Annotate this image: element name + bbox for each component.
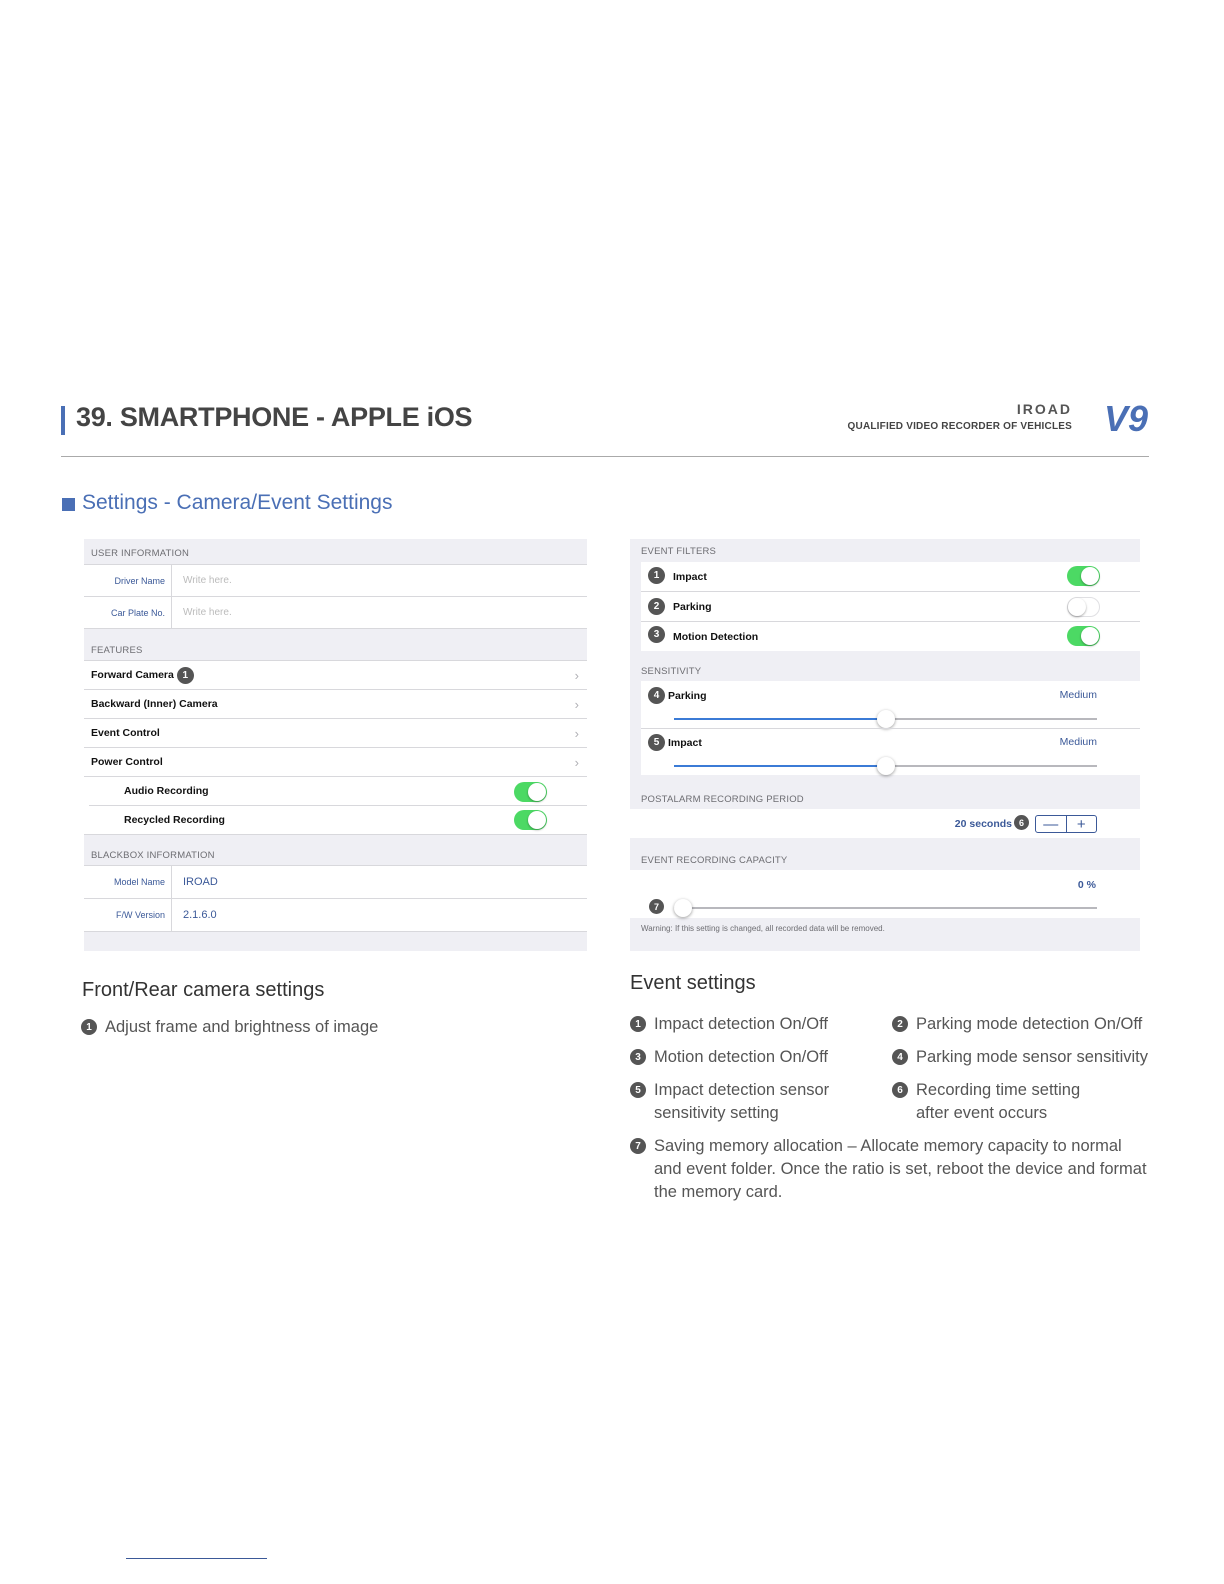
callout-badge: 3 xyxy=(648,626,665,643)
sens-parking-value: Medium xyxy=(1059,689,1097,701)
filter-parking-label: Parking xyxy=(673,600,712,613)
backward-camera-row[interactable] xyxy=(84,690,587,719)
callout-badge: 1 xyxy=(177,667,194,684)
filter-parking-row xyxy=(641,592,1140,622)
section-square-icon xyxy=(62,498,75,511)
event-item-text: Saving memory allocation – Allocate memory capacity to normal and event folder. Once the ratio is set, reboot the device and format the memory card. xyxy=(654,1137,1147,1201)
callout-badge: 2 xyxy=(648,598,665,615)
callout-badge: 4 xyxy=(648,687,665,704)
callout-badge: 5 xyxy=(648,734,665,751)
callout-badge: 6 xyxy=(892,1082,908,1098)
parking-sensitivity-slider[interactable] xyxy=(674,718,1097,720)
camera-settings-screenshot xyxy=(84,539,587,951)
model-name-label: Model Name xyxy=(84,866,172,898)
filter-motion-row xyxy=(641,622,1140,651)
features-header: FEATURES xyxy=(91,645,143,656)
fw-version-value: 2.1.6.0 xyxy=(183,909,217,921)
power-control-label: Power Control xyxy=(91,756,163,768)
footer-line xyxy=(126,1558,267,1559)
motion-detection-toggle[interactable] xyxy=(1067,626,1100,646)
filter-impact-label: Impact xyxy=(673,570,707,583)
postalarm-header: POSTALARM RECORDING PERIOD xyxy=(641,794,804,805)
event-item-text: Parking mode sensor sensitivity xyxy=(916,1048,1149,1066)
front-rear-item xyxy=(81,1016,378,1039)
event-filters-header: EVENT FILTERS xyxy=(641,546,717,557)
event-settings-title: Event settings xyxy=(630,972,756,994)
sens-impact-label: Impact xyxy=(668,737,702,749)
callout-badge: 7 xyxy=(649,899,664,914)
chevron-right-icon: › xyxy=(574,754,579,770)
power-control-row[interactable] xyxy=(84,748,587,777)
event-item xyxy=(892,1046,1148,1069)
event-item xyxy=(630,1013,828,1036)
callout-badge: 1 xyxy=(630,1016,646,1032)
slider-fill xyxy=(674,765,886,767)
car-plate-label: Car Plate No. xyxy=(84,597,172,628)
slider-thumb[interactable] xyxy=(877,757,895,775)
brand-name: IROAD xyxy=(1016,401,1072,417)
event-settings-screenshot xyxy=(630,539,1140,951)
fw-version-row xyxy=(84,899,587,931)
impact-toggle[interactable] xyxy=(1067,566,1100,586)
recycled-recording-label: Recycled Recording xyxy=(124,814,225,826)
model-name-row xyxy=(84,866,587,899)
toggle-knob xyxy=(528,811,546,829)
user-info-group xyxy=(84,564,587,629)
audio-recording-label: Audio Recording xyxy=(124,785,209,797)
slider-thumb[interactable] xyxy=(674,899,692,917)
slider-thumb[interactable] xyxy=(877,710,895,728)
callout-badge: 7 xyxy=(630,1138,646,1154)
toggle-knob xyxy=(528,783,546,801)
chevron-right-icon: › xyxy=(574,725,579,741)
parking-toggle[interactable] xyxy=(1067,597,1100,617)
blackbox-info-header: BLACKBOX INFORMATION xyxy=(91,850,215,861)
brand-block xyxy=(847,398,1148,441)
event-item xyxy=(892,1079,1092,1125)
filter-impact-row xyxy=(641,562,1140,592)
event-control-row[interactable] xyxy=(84,719,587,748)
event-item xyxy=(892,1013,1142,1036)
title-accent-bar xyxy=(61,406,65,435)
row-divider xyxy=(641,728,1140,729)
front-rear-title: Front/Rear camera settings xyxy=(82,979,325,1001)
fw-version-label: F/W Version xyxy=(84,899,172,931)
driver-name-field[interactable]: Write here. xyxy=(183,575,232,586)
chevron-right-icon: › xyxy=(574,667,579,683)
backward-camera-label: Backward (Inner) Camera xyxy=(91,698,218,710)
postalarm-group xyxy=(630,809,1140,838)
toggle-knob xyxy=(1081,627,1099,645)
page-title: 39. SMARTPHONE - APPLE iOS xyxy=(76,402,473,432)
forward-camera-text: Forward Camera xyxy=(91,669,174,681)
toggle-knob xyxy=(1068,598,1086,616)
capacity-value: 0 % xyxy=(1077,879,1096,891)
sens-parking-label: Parking xyxy=(668,690,707,702)
callout-badge: 1 xyxy=(648,567,665,584)
v9-logo: V9 xyxy=(1103,398,1148,439)
capacity-slider[interactable] xyxy=(674,907,1097,909)
chevron-right-icon: › xyxy=(574,696,579,712)
audio-recording-row xyxy=(89,777,587,806)
model-name-value: IROAD xyxy=(183,876,218,888)
header-divider xyxy=(61,456,1149,457)
blackbox-info-group xyxy=(84,865,587,932)
postalarm-value: 20 seconds xyxy=(954,817,1012,830)
callout-badge: 1 xyxy=(81,1019,97,1035)
event-item xyxy=(630,1135,1150,1204)
sensitivity-group xyxy=(641,681,1140,775)
event-item xyxy=(630,1079,840,1125)
impact-sensitivity-slider[interactable] xyxy=(674,765,1097,767)
car-plate-field[interactable]: Write here. xyxy=(183,607,232,618)
event-filters-group xyxy=(641,562,1140,651)
event-item xyxy=(630,1046,828,1069)
callout-badge: 4 xyxy=(892,1049,908,1065)
callout-badge: 5 xyxy=(630,1082,646,1098)
driver-name-label: Driver Name xyxy=(84,565,172,596)
driver-name-row[interactable] xyxy=(84,565,587,597)
postalarm-stepper[interactable] xyxy=(1035,815,1097,833)
recycled-recording-toggle[interactable] xyxy=(514,810,547,830)
forward-camera-label xyxy=(91,661,194,689)
brand-tagline: QUALIFIED VIDEO RECORDER OF VEHICLES xyxy=(847,421,1072,432)
callout-badge: 6 xyxy=(1014,815,1029,830)
recycled-recording-row xyxy=(89,806,587,834)
capacity-warning: Warning: If this setting is changed, all recorded data will be removed. xyxy=(641,924,885,933)
sens-impact-value: Medium xyxy=(1059,736,1097,748)
filter-motion-label: Motion Detection xyxy=(673,630,759,643)
features-group xyxy=(84,660,587,835)
slider-fill xyxy=(674,718,886,720)
callout-badge: 2 xyxy=(892,1016,908,1032)
increment-button[interactable]: + xyxy=(1076,815,1086,833)
capacity-header: EVENT RECORDING CAPACITY xyxy=(641,855,788,866)
event-item-text: Motion detection On/Off xyxy=(654,1048,828,1066)
audio-recording-toggle[interactable] xyxy=(514,782,547,802)
event-item-text: Recording time setting after event occurs xyxy=(916,1081,1081,1122)
callout-badge: 3 xyxy=(630,1049,646,1065)
forward-camera-row[interactable] xyxy=(84,661,587,690)
front-rear-item-text: Adjust frame and brightness of image xyxy=(105,1018,379,1036)
event-item-text: Impact detection On/Off xyxy=(654,1015,828,1033)
toggle-knob xyxy=(1081,567,1099,585)
section-title: Settings - Camera/Event Settings xyxy=(82,491,393,514)
decrement-button[interactable]: — xyxy=(1036,816,1067,832)
capacity-group xyxy=(630,870,1140,918)
sensitivity-header: SENSITIVITY xyxy=(641,666,702,677)
user-info-header: USER INFORMATION xyxy=(91,548,190,559)
event-control-label: Event Control xyxy=(91,727,160,739)
car-plate-row[interactable] xyxy=(84,597,587,628)
event-item-text: Parking mode detection On/Off xyxy=(916,1015,1143,1033)
event-item-text: Impact detection sensor sensitivity setting xyxy=(654,1081,830,1122)
